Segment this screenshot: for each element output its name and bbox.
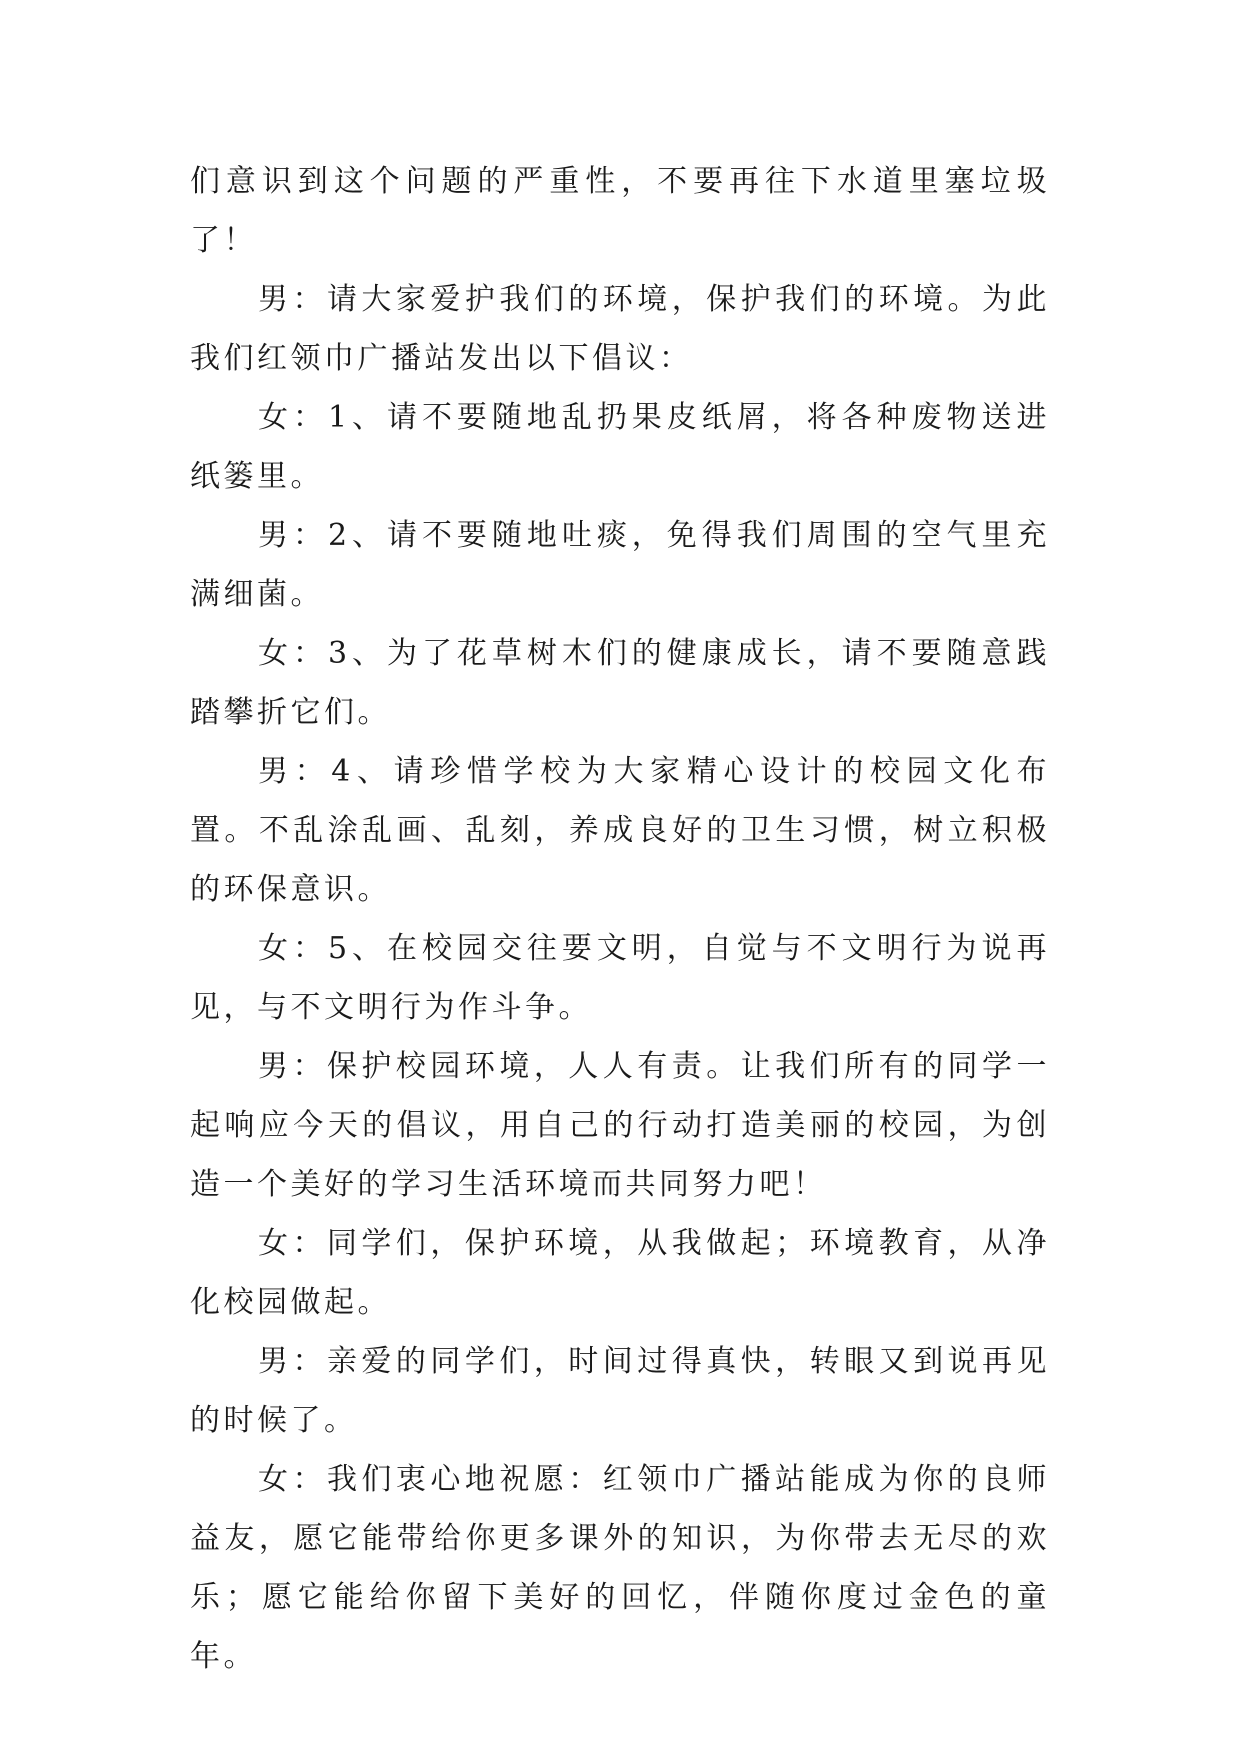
paragraph: 男：请大家爱护我们的环境，保护我们的环境。为此我们红领巾广播站发出以下倡议： <box>190 282 1050 376</box>
paragraph: 男：保护校园环境，人人有责。让我们所有的同学一起响应今天的倡议，用自己的行动打造美丽的校园，为创造一个美好的学习生活环境而共同努力吧！ <box>190 1049 1050 1202</box>
paragraph: 女：5、在校园交往要文明，自觉与不文明行为说再见，与不文明行为作斗争。 <box>190 931 1050 1025</box>
document-body <box>190 152 1050 1686</box>
paragraph: 男：4、请珍惜学校为大家精心设计的校园文化布置。不乱涂乱画、乱刻，养成良好的卫生习惯，树立积极的环保意识。 <box>190 754 1050 907</box>
paragraph: 女：3、为了花草树木们的健康成长，请不要随意践踏攀折它们。 <box>190 636 1050 730</box>
paragraph: 女：1、请不要随地乱扔果皮纸屑，将各种废物送进纸篓里。 <box>190 400 1050 494</box>
paragraph: 男：亲爱的同学们，时间过得真快，转眼又到说再见的时候了。 <box>190 1344 1050 1438</box>
paragraph: 女：我们衷心地祝愿：红领巾广播站能成为你的良师益友，愿它能带给你更多课外的知识，为你带去无尽的欢乐；愿它能给你留下美好的回忆，伴随你度过金色的童年。 <box>190 1462 1050 1674</box>
paragraph: 女：同学们，保护环境，从我做起；环境教育，从净化校园做起。 <box>190 1226 1050 1320</box>
paragraph-continuation: 们意识到这个问题的严重性，不要再往下水道里塞垃圾了！ <box>190 164 1050 258</box>
paragraph: 男：2、请不要随地吐痰，免得我们周围的空气里充满细菌。 <box>190 518 1050 612</box>
